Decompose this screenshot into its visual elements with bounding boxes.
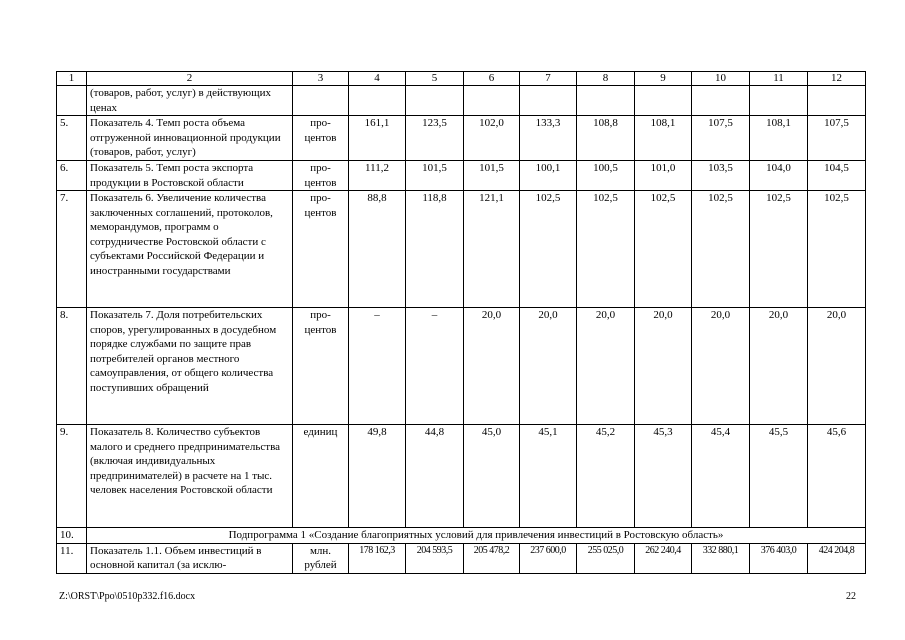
value-cell: 45,6 <box>808 425 866 528</box>
value-cell: 102,5 <box>577 191 635 308</box>
column-number-cell: 1 <box>57 72 87 86</box>
row-number-cell: 7. <box>57 191 87 308</box>
value-cell: 118,8 <box>406 191 464 308</box>
value-cell <box>808 86 866 116</box>
value-cell: 88,8 <box>349 191 406 308</box>
value-cell: 108,1 <box>635 116 692 161</box>
value-cell <box>464 86 520 116</box>
value-cell: 102,5 <box>808 191 866 308</box>
value-cell: 107,5 <box>808 116 866 161</box>
value-cell: – <box>349 308 406 425</box>
value-cell <box>349 86 406 116</box>
value-cell: 204 593,5 <box>406 543 464 573</box>
column-number-cell: 12 <box>808 72 866 86</box>
indicator-name-cell: Показатель 4. Темп роста объема отгруженной инновационной продукции (товаров, работ, услуг) <box>87 116 293 161</box>
value-cell: 101,0 <box>635 161 692 191</box>
table-row <box>57 191 866 308</box>
value-cell: 45,2 <box>577 425 635 528</box>
row-number-cell: 11. <box>57 543 87 573</box>
value-cell: 104,5 <box>808 161 866 191</box>
value-cell: 424 204,8 <box>808 543 866 573</box>
column-number-cell: 7 <box>520 72 577 86</box>
value-cell: 45,4 <box>692 425 750 528</box>
value-cell: 20,0 <box>750 308 808 425</box>
table-row <box>57 308 866 425</box>
value-cell: 101,5 <box>464 161 520 191</box>
row-number-cell: 6. <box>57 161 87 191</box>
indicator-name-cell: Показатель 7. Доля потребительских споров, урегулированных в досудебном порядке службами по защите прав потребителей органов местного самоуправления, от общего количества поступивших обращений <box>87 308 293 425</box>
value-cell <box>750 86 808 116</box>
value-cell: 133,3 <box>520 116 577 161</box>
indicator-name-cell: Показатель 5. Темп роста экспорта продукции в Ростовской области <box>87 161 293 191</box>
indicators-table <box>56 71 866 574</box>
value-cell: 178 162,3 <box>349 543 406 573</box>
unit-cell: единиц <box>293 425 349 528</box>
table-row <box>57 116 866 161</box>
indicator-name-cell: Показатель 8. Количество субъектов малого и среднего предпринимательства (включая индивидуальных предпринимателей) в расчете на 1 тыс. человек населения Ростовской области <box>87 425 293 528</box>
value-cell: 102,0 <box>464 116 520 161</box>
unit-cell: про-центов <box>293 308 349 425</box>
value-cell: 376 403,0 <box>750 543 808 573</box>
column-number-cell: 11 <box>750 72 808 86</box>
page-number: 22 <box>846 591 856 602</box>
column-number-cell: 9 <box>635 72 692 86</box>
document-path: Z:\ORST\Ppo\0510p332.f16.docx <box>59 591 196 602</box>
table-row <box>57 425 866 528</box>
value-cell: 102,5 <box>692 191 750 308</box>
value-cell: 100,1 <box>520 161 577 191</box>
column-number-cell: 3 <box>293 72 349 86</box>
unit-cell <box>293 86 349 116</box>
unit-cell: про-центов <box>293 116 349 161</box>
value-cell: 44,8 <box>406 425 464 528</box>
subprogram-row <box>57 528 866 544</box>
column-number-cell: 5 <box>406 72 464 86</box>
table-row <box>57 543 866 573</box>
row-number-cell: 8. <box>57 308 87 425</box>
value-cell <box>692 86 750 116</box>
table-row <box>57 161 866 191</box>
value-cell: 102,5 <box>520 191 577 308</box>
value-cell: 20,0 <box>808 308 866 425</box>
value-cell: 45,5 <box>750 425 808 528</box>
column-number-cell: 4 <box>349 72 406 86</box>
value-cell: 45,3 <box>635 425 692 528</box>
value-cell: 45,0 <box>464 425 520 528</box>
value-cell: 20,0 <box>464 308 520 425</box>
column-number-cell: 8 <box>577 72 635 86</box>
value-cell: 332 880,1 <box>692 543 750 573</box>
value-cell: 20,0 <box>635 308 692 425</box>
value-cell: 101,5 <box>406 161 464 191</box>
value-cell: 20,0 <box>692 308 750 425</box>
value-cell: 49,8 <box>349 425 406 528</box>
column-number-row <box>57 72 866 86</box>
value-cell: 20,0 <box>577 308 635 425</box>
column-number-cell: 2 <box>87 72 293 86</box>
value-cell: 107,5 <box>692 116 750 161</box>
value-cell: 102,5 <box>635 191 692 308</box>
value-cell: 121,1 <box>464 191 520 308</box>
value-cell: 123,5 <box>406 116 464 161</box>
row-number-cell: 9. <box>57 425 87 528</box>
value-cell: 237 600,0 <box>520 543 577 573</box>
column-number-cell: 10 <box>692 72 750 86</box>
value-cell: 262 240,4 <box>635 543 692 573</box>
unit-cell: про-центов <box>293 191 349 308</box>
subprogram-title-cell: Подпрограмма 1 «Создание благоприятных условий для привлечения инвестиций в Ростовскую область» <box>87 528 866 544</box>
column-number-cell: 6 <box>464 72 520 86</box>
indicator-name-cell: Показатель 1.1. Объем инвестиций в основной капитал (за исклю- <box>87 543 293 573</box>
value-cell <box>406 86 464 116</box>
value-cell: 102,5 <box>750 191 808 308</box>
unit-cell: про-центов <box>293 161 349 191</box>
value-cell: 108,1 <box>750 116 808 161</box>
value-cell: 103,5 <box>692 161 750 191</box>
row-number-cell: 10. <box>57 528 87 544</box>
indicator-name-cell: (товаров, работ, услуг) в действующих ценах <box>87 86 293 116</box>
value-cell: – <box>406 308 464 425</box>
value-cell: 255 025,0 <box>577 543 635 573</box>
value-cell <box>635 86 692 116</box>
row-number-cell <box>57 86 87 116</box>
value-cell: 108,8 <box>577 116 635 161</box>
value-cell: 45,1 <box>520 425 577 528</box>
value-cell: 20,0 <box>520 308 577 425</box>
value-cell: 100,5 <box>577 161 635 191</box>
value-cell <box>577 86 635 116</box>
value-cell <box>520 86 577 116</box>
value-cell: 104,0 <box>750 161 808 191</box>
unit-cell: млн. рублей <box>293 543 349 573</box>
row-number-cell: 5. <box>57 116 87 161</box>
value-cell: 161,1 <box>349 116 406 161</box>
indicator-name-cell: Показатель 6. Увеличение количества заключенных соглашений, протоколов, меморандумов, программ о сотрудничестве Ростовской области с субъектами Российской Федерации и иностранными государствами <box>87 191 293 308</box>
table-row <box>57 86 866 116</box>
value-cell: 205 478,2 <box>464 543 520 573</box>
value-cell: 111,2 <box>349 161 406 191</box>
